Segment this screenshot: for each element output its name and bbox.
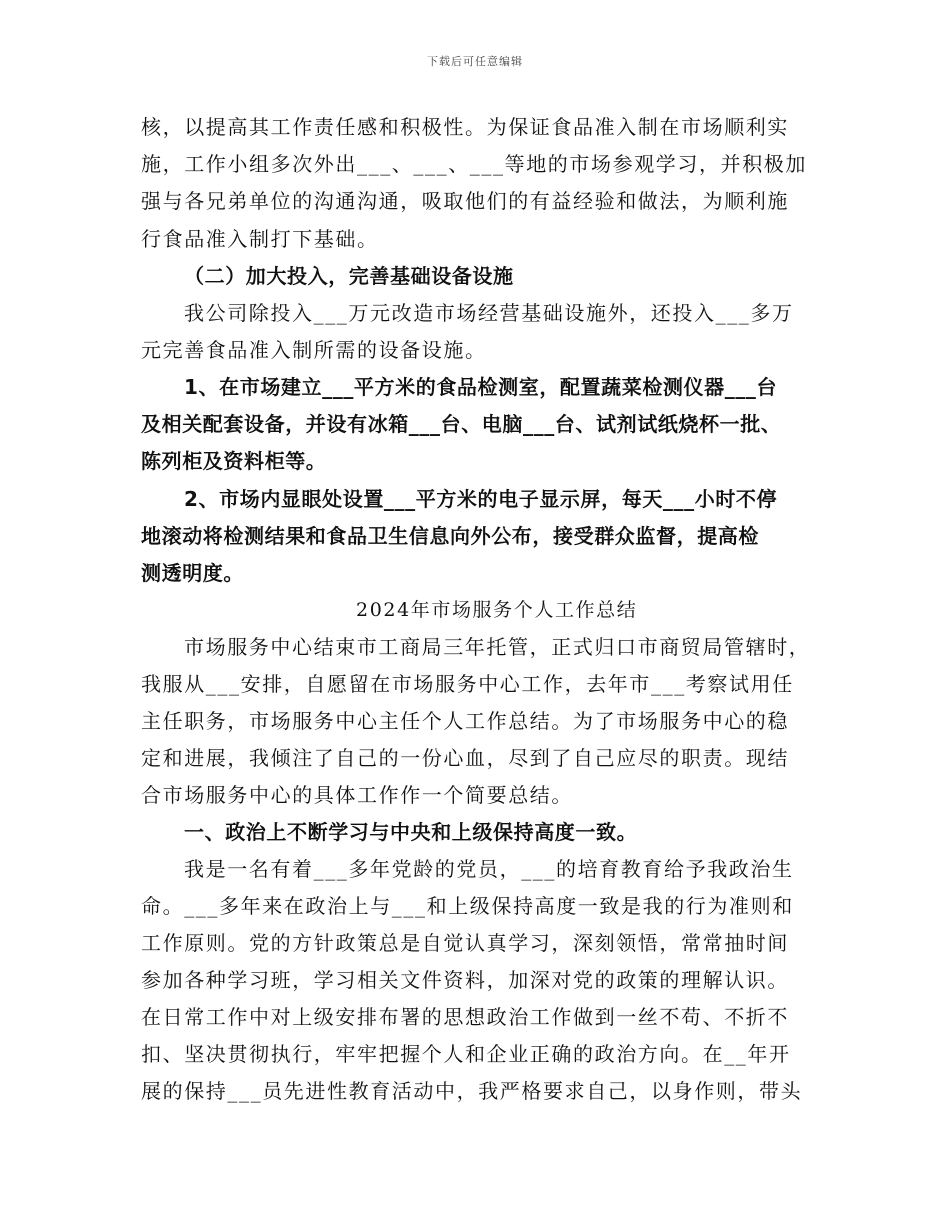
bold-line: 2、市场内显眼处设置___平方米的电子显示屏，每天___小时不停 — [184, 487, 778, 511]
body-line: 行食品准入制打下基础。 — [141, 227, 379, 251]
body-line: 主任职务，市场服务中心主任个人工作总结。为了市场服务中心的稳 — [141, 709, 789, 733]
body-line: 定和进展，我倾注了自己的一份心血，尽到了自己应尽的职责。现结 — [141, 746, 789, 770]
bold-line: 1、在市场建立___平方米的食品检测室，配置蔬菜检测仪器___台 — [184, 375, 778, 399]
body-line: 元完善食品准入制所需的设备设施。 — [141, 338, 487, 362]
body-line: 我服从___安排，自愿留在市场服务中心工作，去年市___考察试用任 — [141, 672, 794, 696]
body-line: 施，工作小组多次外出___、___、___等地的市场参观学习，并积极加 — [141, 152, 807, 176]
body-line: 命。___多年来在政治上与___和上级保持高度一致是我的行为准则和 — [141, 894, 794, 918]
bold-line: 陈列柜及资料柜等。 — [141, 449, 327, 473]
bold-line: 及相关配套设备，并设有冰箱___台、电脑___台、试剂试纸烧杯一批、 — [141, 412, 782, 436]
body-line: 在日常工作中对上级安排布署的思想政治工作做到一丝不苟、不折不 — [141, 1005, 789, 1029]
body-line: 参加各种学习班，学习相关文件资料，加深对党的政策的理解认识。 — [141, 968, 789, 992]
body-line: 我公司除投入___万元改造市场经营基础设施外，还投入___多万 — [184, 301, 794, 325]
bold-line: 测透明度。 — [141, 561, 244, 585]
page-header: 下载后可任意编辑 — [427, 55, 523, 68]
body-line: 我是一名有着___多年党龄的党员，___的培育教育给予我政治生 — [184, 857, 794, 881]
body-line: 展的保持___员先进性教育活动中，我严格要求自己，以身作则，带头 — [141, 1079, 803, 1103]
section-heading: 一、政治上不断学习与中央和上级保持高度一致。 — [184, 820, 638, 844]
body-line: 扣、坚决贯彻执行，牢牢把握个人和企业正确的政治方向。在__年开 — [141, 1042, 791, 1066]
body-line: 强与各兄弟单位的沟通沟通，吸取他们的有益经验和做法，为顺利施 — [141, 189, 789, 213]
document-title: 2024年市场服务个人工作总结 — [356, 599, 638, 621]
body-line: 市场服务中心结束市工商局三年托管，正式归口市商贸局管辖时， — [184, 635, 811, 659]
body-line: 核，以提高其工作责任感和积极性。为保证食品准入制在市场顺利实 — [141, 115, 789, 139]
body-line: 工作原则。党的方针政策总是自觉认真学习，深刻领悟，常常抽时间 — [141, 931, 789, 955]
bold-line: 地滚动将检测结果和食品卫生信息向外公布，接受群众监督，提高检 — [141, 524, 759, 548]
body-line: 合市场服务中心的具体工作作一个简要总结。 — [141, 783, 573, 807]
section-heading: （二）加大投入，完善基础设备设施 — [184, 264, 514, 288]
